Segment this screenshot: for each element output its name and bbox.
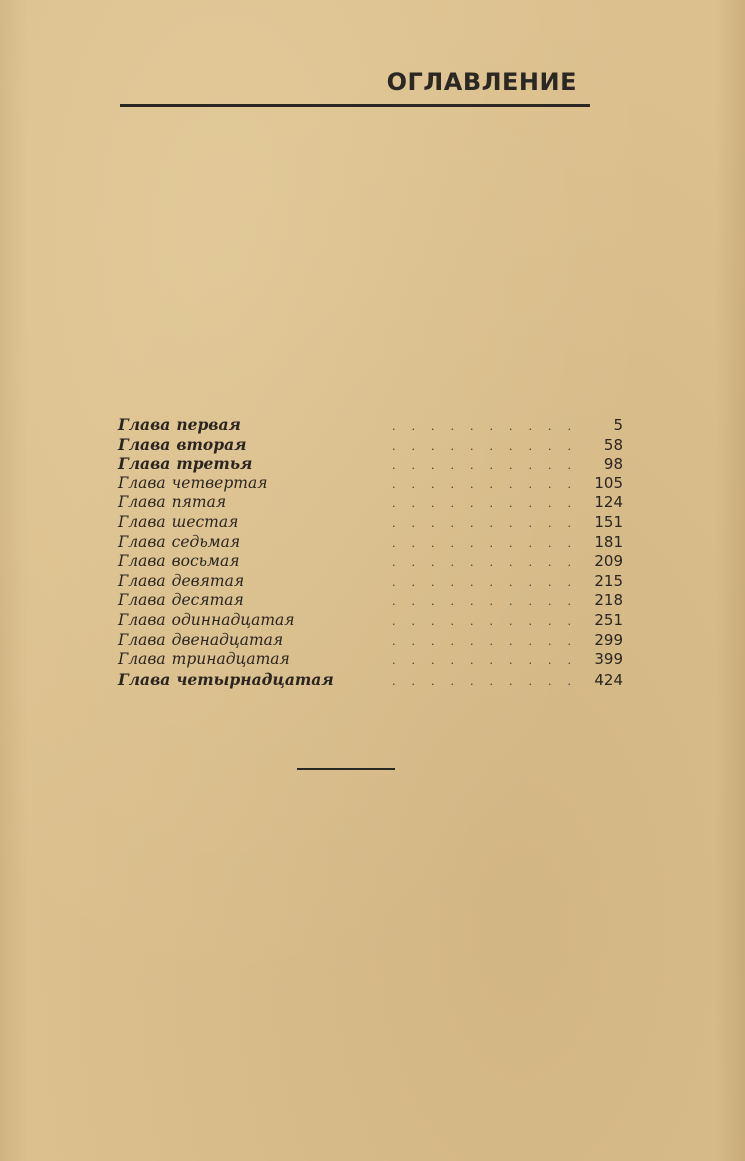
entry-label (118, 591, 244, 609)
entry-page-number: 251 (594, 610, 623, 629)
dot-leader: .......... (392, 536, 587, 550)
dot-leader: .......... (392, 497, 587, 511)
entry-prefix: Глава (118, 532, 166, 551)
toc-entry (118, 454, 623, 474)
entry-name: четырнадцатая (176, 669, 334, 689)
entry-page-number: 151 (594, 512, 623, 531)
entry-label (118, 650, 290, 668)
entry-name: пятая (171, 493, 227, 512)
dot-leader: .......... (392, 477, 587, 491)
entry-name: десятая (171, 591, 244, 610)
toc-entry (118, 591, 623, 611)
page-title: ОГЛАВЛЕНИЕ (386, 68, 577, 96)
entry-prefix: Глава (118, 669, 171, 689)
dot-leader: .......... (392, 575, 587, 589)
entry-prefix: Глава (118, 473, 166, 492)
dot-leader: .......... (392, 595, 587, 609)
entry-label (118, 493, 226, 511)
dot-leader: .......... (392, 459, 587, 473)
toc-entry (118, 493, 623, 513)
entry-prefix: Глава (118, 454, 171, 474)
entry-name: девятая (171, 571, 245, 590)
closing-rule (297, 768, 395, 770)
entry-label (118, 435, 246, 454)
dot-leader: .......... (392, 420, 587, 433)
entry-label (118, 670, 334, 689)
entry-prefix: Глава (118, 650, 166, 669)
toc-entry (118, 670, 623, 690)
entry-name: вторая (176, 434, 247, 454)
entry-prefix: Глава (118, 591, 166, 610)
toc-entry (118, 572, 623, 592)
entry-page-number: 209 (594, 552, 623, 571)
dot-leader: .......... (392, 516, 587, 530)
entry-prefix: Глава (118, 610, 166, 629)
entry-name: восьмая (171, 552, 240, 571)
entry-label (118, 572, 244, 590)
entry-label (118, 533, 240, 551)
toc-entry (118, 611, 623, 631)
toc-entry (118, 513, 623, 533)
entry-page-number: 181 (594, 532, 623, 551)
entry-label (118, 454, 252, 473)
entry-name: тринадцатая (171, 650, 290, 669)
entry-page-number: 218 (594, 591, 623, 610)
entry-page-number: 124 (594, 493, 623, 512)
entry-prefix: Глава (118, 571, 166, 590)
entry-prefix: Глава (118, 415, 171, 434)
toc-entry (118, 650, 623, 670)
toc-entry (118, 552, 623, 572)
entry-prefix: Глава (118, 434, 171, 454)
entry-page-number: 215 (594, 571, 623, 590)
dot-leader: .......... (392, 439, 587, 453)
entry-label (118, 631, 283, 649)
toc-entry (118, 435, 623, 455)
toc-entry (118, 415, 623, 435)
entry-name: четвертая (171, 473, 268, 492)
entry-label (118, 611, 295, 629)
table-of-contents (118, 415, 623, 689)
entry-name: шестая (171, 512, 239, 531)
entry-name: первая (176, 415, 241, 434)
entry-label (118, 415, 241, 434)
toc-entry (118, 631, 623, 651)
toc-entry (118, 474, 623, 494)
title-underline (120, 104, 590, 107)
entry-page-number: 5 (613, 416, 623, 434)
entry-page-number: 399 (594, 650, 623, 669)
entry-name: седьмая (171, 532, 241, 551)
dot-leader: .......... (392, 654, 587, 668)
entry-name: одиннадцатая (171, 610, 295, 629)
entry-label (118, 474, 267, 492)
dot-leader: .......... (392, 556, 587, 570)
entry-page-number: 424 (594, 670, 623, 689)
entry-label (118, 552, 239, 570)
entry-prefix: Глава (118, 493, 166, 512)
toc-entry (118, 533, 623, 553)
dot-leader: .......... (392, 634, 587, 648)
entry-name: третья (176, 454, 253, 474)
entry-page-number: 299 (594, 630, 623, 649)
dot-leader: .......... (392, 674, 587, 688)
entry-page-number: 58 (603, 435, 623, 454)
entry-prefix: Глава (118, 630, 166, 649)
entry-page-number: 98 (603, 455, 623, 474)
entry-prefix: Глава (118, 512, 166, 531)
entry-label (118, 513, 238, 531)
entry-prefix: Глава (118, 552, 166, 571)
entry-name: двенадцатая (171, 630, 284, 649)
entry-page-number: 105 (594, 473, 623, 492)
dot-leader: .......... (392, 614, 587, 628)
